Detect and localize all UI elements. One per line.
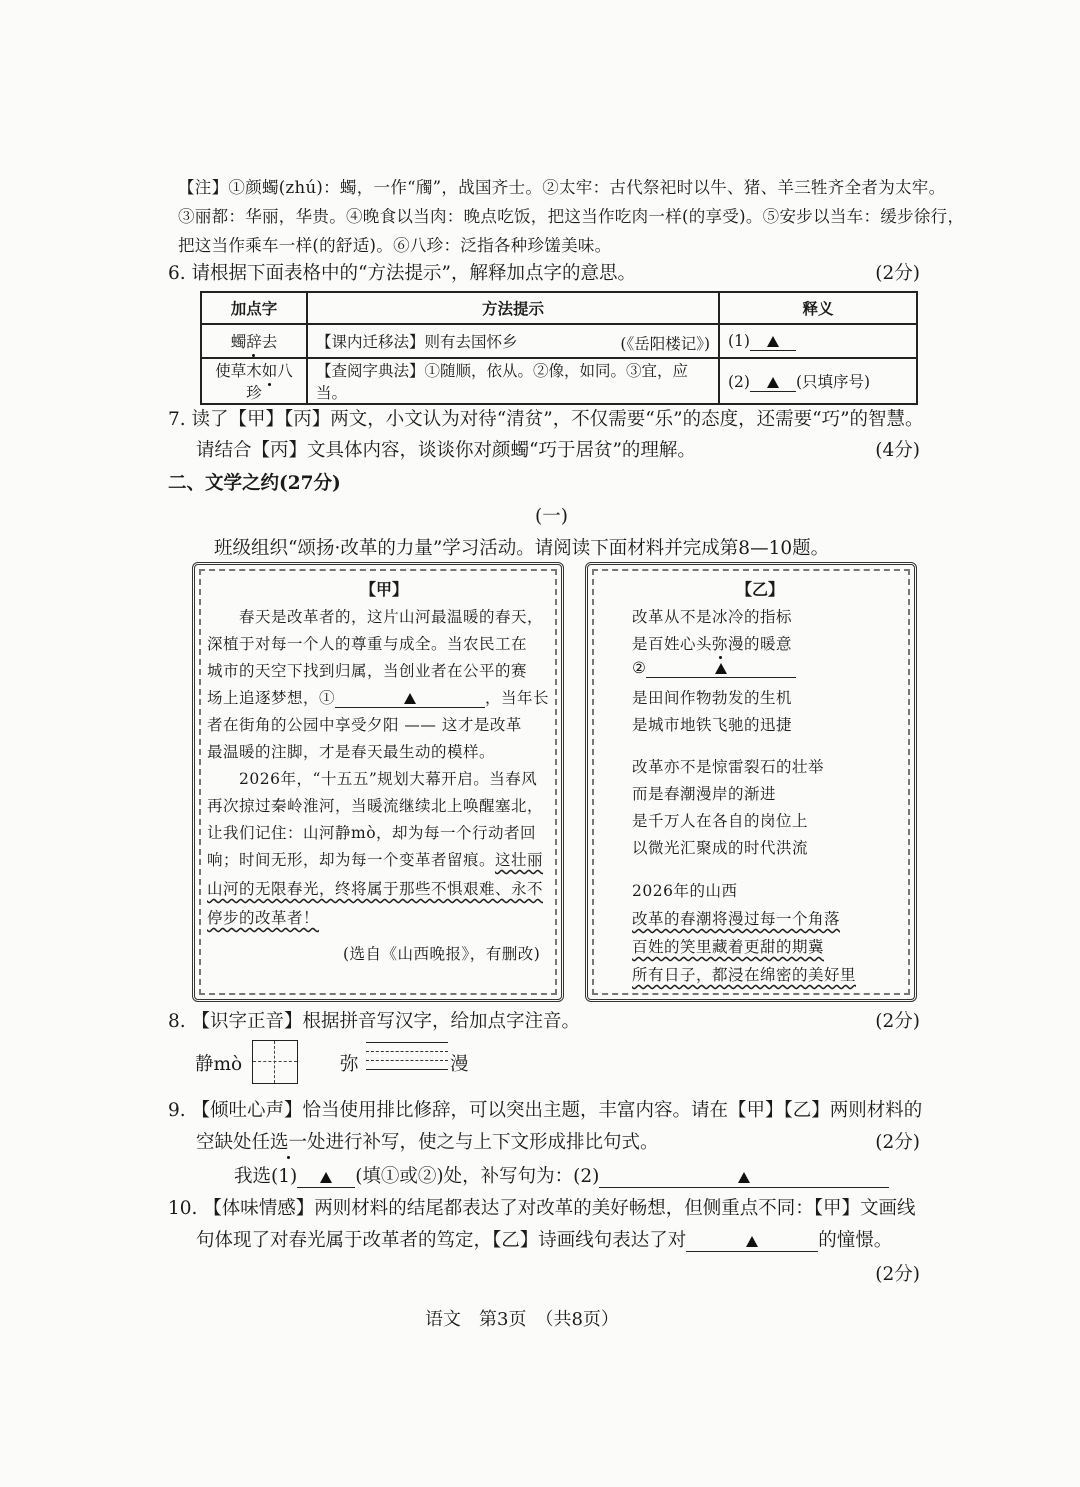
material-yi-box [585, 562, 917, 1002]
note-line-3: 把这当作乘车一样(的舒适)。⑥八珍：泛指各种珍馐美味。 [178, 236, 612, 255]
row1-word: 蠋辞去 [201, 324, 307, 358]
jia-line: 城市的天空下找到归属，当创业者在公平的赛 [207, 662, 528, 680]
material-jia-box [192, 562, 564, 1002]
header-method: 方法提示 [307, 292, 719, 324]
jia-line: 2026年，“十五五”规划大幕开启。当春风 [239, 770, 538, 788]
q10-answer-blank[interactable] [686, 1230, 818, 1252]
jia-underlined-line: 停步的改革者！ [207, 909, 320, 927]
note-line-1: 【注】①颜蠋(zhú)：蠋，一作“斶”，战国齐士。②太牢：古代祭祀时以牛、猪、羊三牲齐全者为太牢。 [178, 178, 946, 197]
q10-points: (2分) [875, 1264, 920, 1285]
q7-line-1: 7. 读了【甲】【丙】两文，小文认为对待“清贫”，不仅需要“乐”的态度，还需要“巧”的智慧。 [168, 409, 924, 430]
jia-line: 响；时间无形，却为每一个变革者留痕。这壮丽 [207, 851, 544, 869]
triangle-icon [715, 663, 727, 674]
jia-line: 再次掠过秦岭淮河，当暖流继续北上唤醒塞北， [207, 797, 544, 815]
jia-source: (选自《山西晚报》，有删改) [343, 945, 541, 963]
q9-line-2: 空缺处任选一处进行补写，使之与上下文形成排比句式。 [196, 1132, 659, 1153]
yi-title: 【乙】 [736, 580, 785, 599]
row2-word: 使草木如八珍 [201, 358, 307, 404]
q6-text: 6. 请根据下面表格中的“方法提示”，解释加点字的意思。 [168, 263, 636, 284]
yi-line: 2026年的山西 [632, 882, 738, 900]
row1-answer[interactable]: (1) [719, 324, 917, 358]
triangle-icon [738, 1172, 750, 1183]
yi-line: 以微光汇聚成的时代洪流 [632, 839, 809, 857]
jia-underlined-line: 山河的无限春光，终将属于那些不惧艰难、永不 [207, 880, 544, 898]
q8-text: 8. 【识字正音】根据拼音写汉字，给加点字注音。 [168, 1011, 581, 1032]
jia-line: 最温暖的注脚，才是春天最生动的模样。 [207, 743, 496, 761]
triangle-icon [404, 693, 416, 704]
yi-line: 是城市地铁飞驰的迅捷 [632, 716, 793, 734]
q10-line-1: 10. 【体味情感】两则材料的结尾都表达了对改革的美好畅想，但侧重点不同：【甲】文画线 [168, 1198, 916, 1219]
triangle-icon [320, 1172, 332, 1183]
yi-underlined-line: 百姓的笑里藏着更甜的期冀 [632, 938, 825, 956]
q6-points: (2分) [875, 263, 920, 284]
section-sub: (一) [535, 506, 568, 527]
yi-line: 是田间作物勃发的生机 [632, 689, 793, 707]
yi-underlined-line: 改革的春潮将漫过每一个角落 [632, 910, 841, 928]
q6-table [200, 291, 918, 405]
jia-line: 者在街角的公园中享受夕阳 —— 这才是改革 [207, 716, 522, 734]
q7-line-2: 请结合【丙】文具体内容，谈谈你对颜蠋“巧于居贫”的理解。 [196, 440, 696, 461]
triangle-icon [767, 377, 779, 388]
jia-line: 让我们记住：山河静mò，却为每一个行动者回 [207, 824, 537, 842]
yi-line: 而是春潮漫岸的渐进 [632, 785, 777, 803]
q8-writing-box[interactable] [252, 1040, 298, 1084]
q8-item-2-pre: 弥 [340, 1054, 359, 1075]
q10-line-2: 句体现了对春光属于改革者的笃定，【乙】诗画线句表达了对 的憧憬。 [196, 1230, 893, 1251]
yi-line: 改革亦不是惊雷裂石的壮举 [632, 758, 825, 776]
section-title: 二、文学之约(27分) [168, 473, 341, 494]
triangle-icon [746, 1236, 758, 1247]
header-meaning: 释义 [719, 292, 917, 324]
jia-title: 【甲】 [360, 580, 409, 599]
q7-points: (4分) [875, 440, 920, 461]
header-word: 加点字 [201, 292, 307, 324]
row2-method: 【查阅字典法】①随顺，依从。②像，如同。③宜，应当。 [307, 358, 719, 404]
q9-answer-line: 我选(1) (填①或②)处，补写句为：(2) [234, 1162, 889, 1188]
row1-method: 【课内迁移法】则有去国怀乡 (《岳阳楼记》) [307, 324, 719, 358]
q8-item-2-post: 漫 [450, 1054, 469, 1075]
q8-item-1: 静mò [195, 1054, 243, 1075]
row2-answer[interactable]: (2) (只填序号) [719, 358, 917, 404]
q9-points: (2分) [875, 1132, 920, 1153]
yi-line: 是百姓心头弥漫的暖意 [632, 635, 793, 653]
section-intro: 班级组织“颂扬·改革的力量”学习活动。请阅读下面材料并完成第8—10题。 [214, 538, 830, 559]
page-footer: 语文 第3页 （共8页） [425, 1309, 619, 1330]
q8-points: (2分) [875, 1011, 920, 1032]
note-line-2: ③丽都：华丽，华贵。④晚食以当肉：晚点吃饭，把这当作吃肉一样(的享受)。⑤安步以当车：缓步徐行， [178, 207, 965, 226]
yi-line: 改革从不是冰冷的指标 [632, 608, 793, 626]
q9-line-1: 9. 【倾吐心声】恰当使用排比修辞，可以突出主题，丰富内容。请在【甲】【乙】两则材料的 [168, 1100, 923, 1121]
yi-line-blank: ② [632, 659, 796, 678]
triangle-icon [767, 336, 779, 347]
q8-pinyin-box[interactable] [366, 1042, 448, 1080]
jia-line: 春天是改革者的，这片山河最温暖的春天， [239, 608, 544, 626]
yi-underlined-line: 所有日子，都浸在绵密的美好里 [632, 966, 857, 984]
jia-line-blank: 场上追逐梦想，① ，当年长 [207, 689, 550, 707]
q9-answer-blank[interactable] [599, 1166, 889, 1188]
yi-line: 是千万人在各自的岗位上 [632, 812, 809, 830]
row1-source: (《岳阳楼记》) [620, 335, 710, 353]
jia-line: 深植于对每一个人的尊重与成全。当农民工在 [207, 635, 528, 653]
